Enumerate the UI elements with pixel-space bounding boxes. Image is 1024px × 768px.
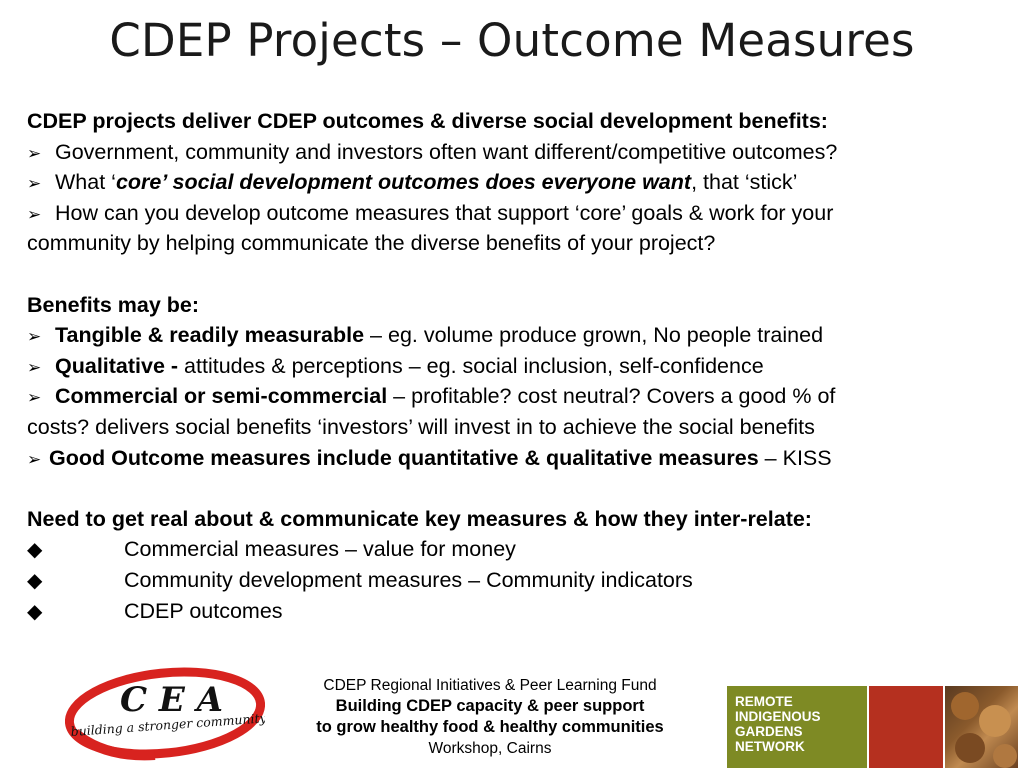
arrow-bullet-icon: ➢ — [27, 327, 42, 347]
cea-logo — [65, 663, 265, 763]
footer — [270, 675, 710, 759]
bullet-1: ➢ Government, community and investors often want different/competitive outcomes? — [27, 137, 1007, 168]
rign-produce-photo — [945, 686, 1018, 768]
arrow-bullet-icon: ➢ — [27, 449, 42, 469]
rign-text-block: REMOTE INDIGENOUS GARDENS NETWORK — [727, 686, 867, 768]
intro-heading: CDEP projects deliver CDEP outcomes & diverse social development benefits: — [27, 109, 828, 133]
bullet-2: ➢ What ‘core’ social development outcomes does everyone want, that ‘stick’ — [27, 167, 1007, 198]
rign-logo — [727, 686, 1018, 768]
footer-line-1: CDEP Regional Initiatives & Peer Learning Fund — [323, 677, 657, 694]
arrow-bullet-icon: ➢ — [27, 357, 42, 377]
diamond-bullet-icon: ◆ — [27, 539, 43, 562]
diamond-item-2: ◆ Community development measures – Community indicators — [27, 565, 1007, 596]
footer-line-3: to grow healthy food & healthy communities — [316, 718, 664, 736]
arrow-bullet-icon: ➢ — [27, 143, 42, 163]
slide-body — [27, 106, 1007, 626]
arrow-bullet-icon: ➢ — [27, 174, 42, 194]
benefit-1: ➢ Tangible & readily measurable – eg. volume produce grown, No people trained — [27, 320, 1007, 351]
footer-line-2: Building CDEP capacity & peer support — [335, 697, 645, 715]
diamond-bullet-icon: ◆ — [27, 600, 43, 623]
rign-red-block — [869, 686, 943, 768]
benefit-4: ➢ Good Outcome measures include quantitative & qualitative measures – KISS — [27, 443, 1007, 474]
bullet-3: ➢ How can you develop outcome measures that support ‘core’ goals & work for your — [27, 198, 1007, 229]
benefits-heading: Benefits may be: — [27, 292, 200, 317]
diamond-item-3: ◆ CDEP outcomes — [27, 596, 1007, 627]
diamond-bullet-icon: ◆ — [27, 569, 43, 592]
arrow-bullet-icon: ➢ — [27, 388, 42, 408]
slide-title: CDEP Projects – Outcome Measures — [109, 14, 915, 67]
cea-letters: C E A — [120, 680, 224, 720]
arrow-bullet-icon: ➢ — [27, 204, 42, 224]
footer-line-4: Workshop, Cairns — [428, 740, 552, 757]
diamond-item-1: ◆ Commercial measures – value for money — [27, 534, 1007, 565]
benefit-3-continued: costs? delivers social benefits ‘investors’ will invest in to achieve the social benefits — [27, 414, 815, 439]
benefit-3: ➢ Commercial or semi-commercial – profitable? cost neutral? Covers a good % of — [27, 381, 1007, 412]
bullet-3-continued: community by helping communicate the diverse benefits of your project? — [27, 231, 716, 256]
need-heading: Need to get real about & communicate key measures & how they inter-relate: — [27, 506, 812, 531]
cea-tagline: building a stronger community — [70, 710, 265, 739]
benefit-2: ➢ Qualitative - attitudes & perceptions – eg. social inclusion, self-confidence — [27, 351, 1007, 382]
